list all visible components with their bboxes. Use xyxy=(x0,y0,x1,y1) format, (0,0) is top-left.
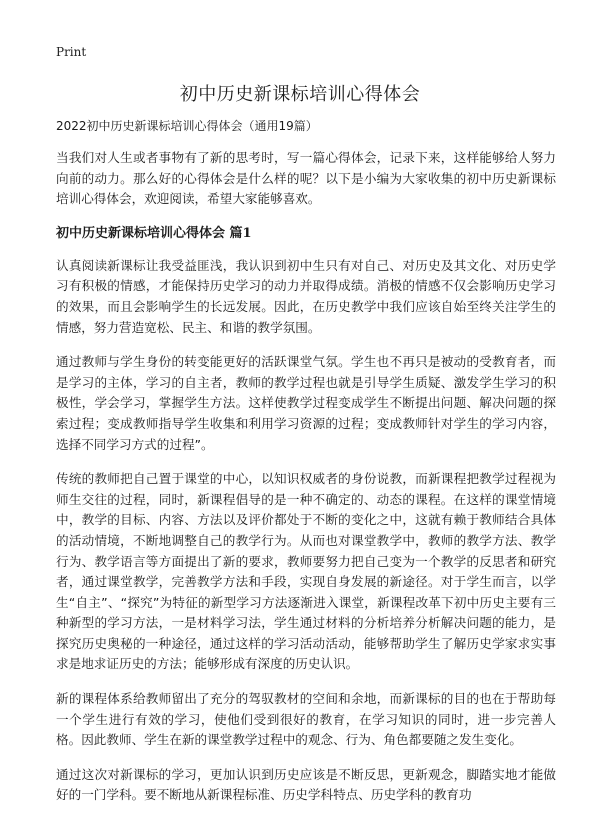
article-subtitle: 2022初中历史新课标培训心得体会（通用19篇） xyxy=(56,119,318,133)
intro-paragraph: 当我们对人生或者事物有了新的思考时，写一篇心得体会，记录下来，这样能够给人努力向前的动力。那么好的心得体会是什么样的呢？以下是小编为大家收集的初中历史新课标培训心得体会，欢迎阅读，希望大家能够喜欢。 xyxy=(56,150,556,207)
body-paragraph: 认真阅读新课标让我受益匪浅，我认识到初中生只有对自己、对历史及其文化、对历史学习有积极的情感，才能保持历史学习的动力并取得成绩。消极的情感不仅会影响历史学习的效果，而且会影响学生的长远发展。因此，在历史教学中我们应该自始至终关注学生的情感，努力营造宽松、民主、和谐的教学氛围。 xyxy=(56,257,556,335)
page-title: 初中历史新课标培训心得体会 xyxy=(179,84,421,105)
body-paragraph: 传统的教师把自己置于课堂的中心，以知识权威者的身份说教，而新课程把教学过程视为师生交往的过程，同时，新课程倡导的是一种不确定的、动态的课程。在这样的课堂情境中，教学的目标、内容、方法以及评价都处于不断的变化之中，这就有赖于教师结合具体的活动情境，不断地调整自己的教学行为。从而也对课堂教学中，教师的教学方法、教学行为、教学语言等方面提出了新的要求，教师要努力把自己变为一个教学的反思者和研究者，通过课堂教学，完善教学方法和手段，实现自身发展的新途径。对于学生而言，以学生“自主”、“探究”为特征的新型学习方法逐渐进入课堂，新课程改革下初中历史主要有三种新型的学习方法，一是材料学习法，学生通过材料的分析培养分析解决问题的能力，是探究历史奥秘的一种途径，通过这样的学习活动活动，能够帮助学生了解历史学家求实事求是地求证历史的方法；能够形成有深度的历史认识。 xyxy=(56,471,556,672)
body-paragraph: 通过这次对新课标的学习，更加认识到历史应该是不断反思，更新观念，脚踏实地才能做好的一门学科。要不断地从新课程标准、历史学科特点、历史学科的教育功 xyxy=(56,766,556,803)
print-link[interactable]: Print xyxy=(56,45,87,59)
article-body xyxy=(56,116,556,820)
section-heading: 初中历史新课标培训心得体会 篇1 xyxy=(56,225,252,241)
body-paragraph: 新的课程体系给教师留出了充分的驾驭教材的空间和余地，而新课标的目的也在于帮助每一个学生进行有效的学习，使他们受到很好的教育，在学习知识的同时，进一步完善人格。因此教师、学生在新的课堂教学过程中的观念、行为、角色都要随之发生变化。 xyxy=(56,691,556,748)
body-paragraph: 通过教师与学生身份的转变能更好的活跃课堂气氛。学生也不再只是被动的受教育者，而是学习的主体，学习的自主者，教师的教学过程也就是引导学生质疑、激发学生学习的积极性，学会学习，掌握学生方法。这样使教学过程变成学生不断提出问题、解决问题的探索过程；变成教师指导学生收集和利用学习资源的过程；变成教师针对学生的学习内容，选择不同学习方式的过程”。 xyxy=(56,354,556,452)
